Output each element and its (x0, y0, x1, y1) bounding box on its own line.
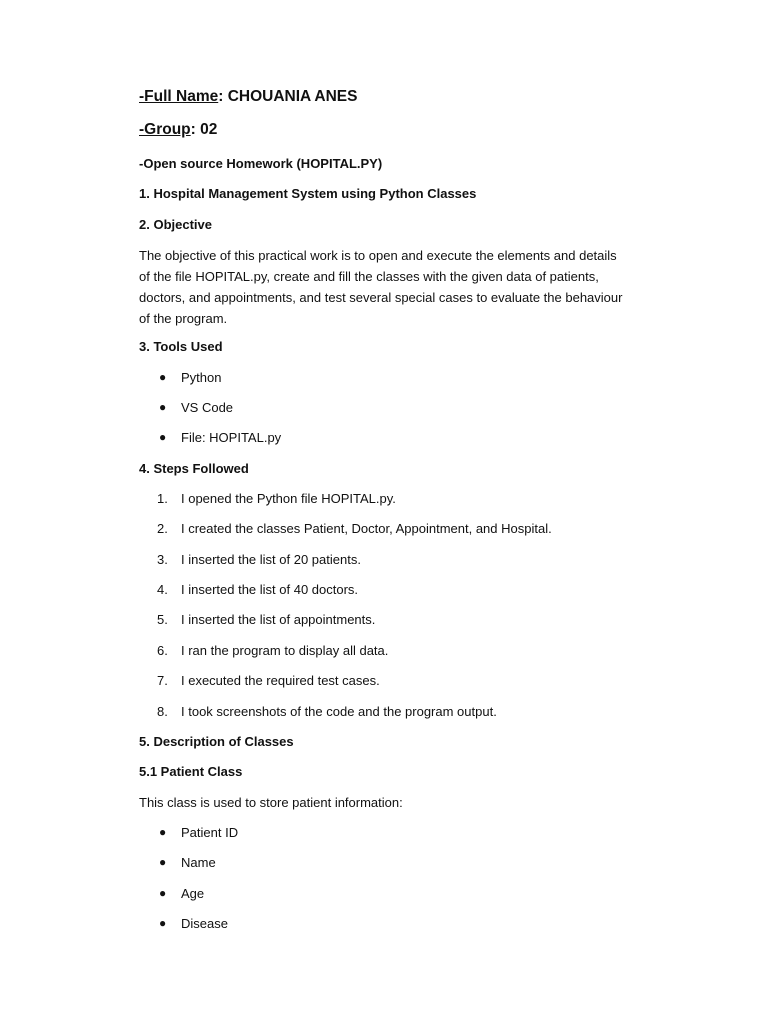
group-label: -Group (139, 121, 191, 138)
bullet-icon: ● (159, 430, 167, 444)
full-name-label: -Full Name (139, 88, 219, 105)
bullet-icon: ● (159, 916, 167, 930)
section-3-title: 3. Tools Used (139, 339, 223, 354)
section-5-1-paragraph: This class is used to store patient information: (139, 795, 403, 810)
list-number: 7. (157, 673, 168, 688)
list-number: 6. (157, 643, 168, 658)
group-value: : 02 (190, 121, 218, 138)
section-5-1-title: 5.1 Patient Class (139, 764, 243, 779)
list-number: 3. (157, 552, 168, 567)
bullet-icon: ● (159, 400, 167, 414)
homework-title: -Open source Homework (HOPITAL.PY) (139, 156, 383, 171)
bullet-icon: ● (159, 855, 167, 869)
section-2-title: 2. Objective (139, 217, 212, 232)
bullet-icon: ● (159, 370, 167, 384)
list-number: 5. (157, 612, 168, 627)
list-number: 4. (157, 582, 168, 597)
section-5-title: 5. Description of Classes (139, 734, 294, 749)
section-1-title: 1. Hospital Management System using Python Classes (139, 186, 477, 201)
bullet-icon: ● (159, 825, 167, 839)
section-2-paragraph: The objective of this practical work is to open and execute the elements and details of the file HOPITAL.py, create and fill the classes with the given data of patients, doctors, and appointments, and test several special cases to evaluate the behaviour of the program. (139, 248, 623, 326)
full-name-value: : CHOUANIA ANES (218, 88, 358, 105)
bullet-icon: ● (159, 886, 167, 900)
group-line (139, 121, 217, 139)
section-4-title: 4. Steps Followed (139, 461, 249, 476)
list-number: 1. (157, 491, 168, 506)
full-name-line (139, 88, 357, 106)
list-number: 2. (157, 521, 168, 536)
list-number: 8. (157, 704, 168, 719)
